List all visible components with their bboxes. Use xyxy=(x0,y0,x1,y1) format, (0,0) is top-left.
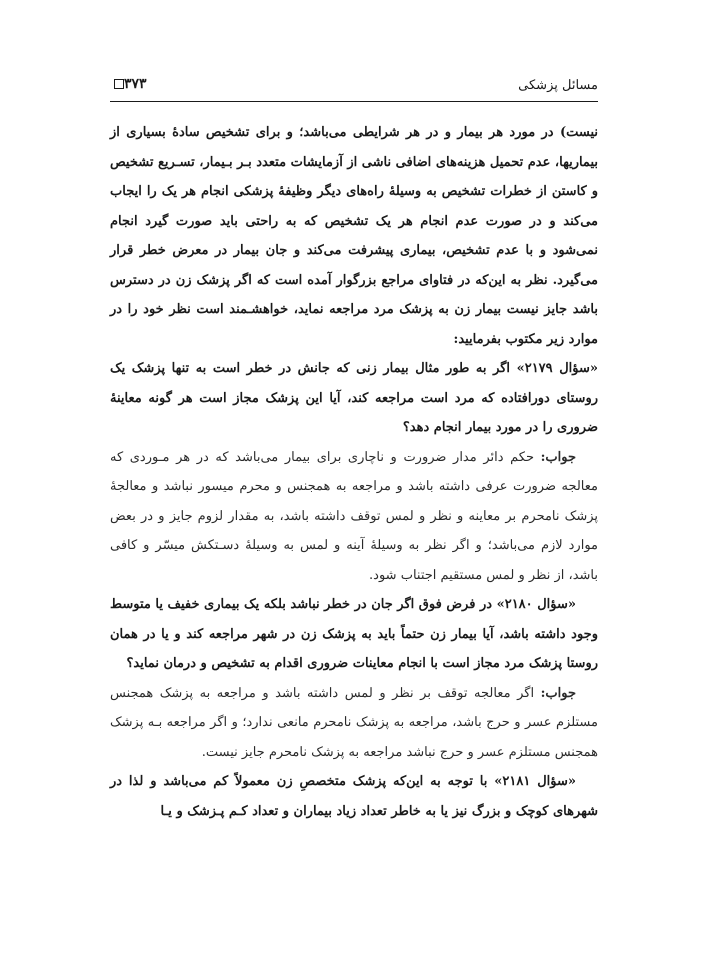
body-text xyxy=(110,118,598,826)
question-2180-label: «سؤال ۲۱۸۰» xyxy=(496,597,576,612)
answer-2179-label: جواب: xyxy=(540,449,576,465)
page-number xyxy=(110,76,147,92)
intro-paragraph: نیست) در مورد هر بیمار و در هر شرایطی می‌باشد؛ و برای تشخیص سادهٔ بسیاری از بیماریها، عدم تحمیل هزینه‌های اضافی ناشی از آزمایشات متعدد بـر بـیمار، تسـریع تشخیص و کاستن از خطرات تشخیص به وسیلهٔ راه‌های دیگر وظیفهٔ پزشکی انجام هر یک را ایجاب می‌کند و در صورت عدم انجام هر یک تشخیص که به راحتی باید صورت گیرد انجام نمی‌شود و با عدم تشخیص، بیماری پیشرفت می‌کند و جان بیمار در معرض خطر قرار می‌گیرد. نظر به این‌که در فتاوای مراجع بزرگوار آمده است که اگر پزشک زن در دسترس باشد جایز نیست بیمار زن به پزشک مرد مراجعه نماید، خواهشـمند است نظر خود را در موارد زیر مکتوب بفرمایید: xyxy=(110,125,598,347)
question-2180 xyxy=(110,590,598,679)
question-2181 xyxy=(110,767,598,826)
question-2179 xyxy=(110,354,598,443)
question-2179-label: «سؤال ۲۱۷۹» xyxy=(516,361,598,376)
answer-2180-text: اگر معالجه توقف بر نظر و لمس داشته باشد و مراجعه به پزشک همجنس مستلزم عسر و حرج باشد، مراجعه به پزشک نامحرم مانعی ندارد؛ و اگر مراجعه بـه پزشک همجنس مستلزم عسر و حرج نباشد مراجعه به پزشک نامحرم جایز نیست. xyxy=(110,685,598,760)
question-2181-text: با توجه به این‌که پزشک متخصصِ زن معمولاً کم می‌باشد و لذا در شهرهای کوچک و بزرگ نیز یا به خاطر تعداد زیاد بیماران و تعداد کـم پـزشک و یـا xyxy=(110,774,598,819)
question-2179-text: اگر به طور مثال بیمار زنی که جانش در خطر است به تنها پزشک یک روستای دورافتاده که مرد است مراجعه کند، آیا این پزشک مجاز است هر گونه معاینهٔ ضروری را در مورد بیمار انجام دهد؟ xyxy=(110,361,598,435)
question-2181-label: «سؤال ۲۱۸۱» xyxy=(494,774,576,789)
answer-2180 xyxy=(110,679,598,768)
answer-2179-text: حکم دائر مدار ضرورت و ناچاری برای بیمار می‌باشد که در هر مـوردی که معالجه ضرورت عرفی داشته باشد و مراجعه به همجنس و محرم میسور نباشد و معالجهٔ پزشک نامحرم بر معاینه و نظر و لمس توقف داشته باشد، به مقدار لزوم جایز و در بعض موارد لازم می‌باشد؛ و اگر نظر به وسیلهٔ آینه و لمس به وسیلهٔ دسـتکش میسّر و کافی باشد، از نظر و لمس مستقیم اجتناب شود. xyxy=(110,449,598,583)
answer-2180-label: جواب: xyxy=(540,685,576,701)
page-number-value: ۳۷۳ xyxy=(124,76,147,92)
chapter-title: مسائل پزشکی xyxy=(518,78,598,93)
answer-2179 xyxy=(110,443,598,591)
running-header xyxy=(110,74,598,100)
question-2180-text: در فرض فوق اگر جان در خطر نباشد بلکه یک بیماری خفیف یا متوسط وجود داشته باشد، آیا بیمار زن حتماً باید به پزشک زن در شهر مراجعه کند و یا در همان روستا پزشک مرد مجاز است با انجام معاینات ضروری اقدام به تشخیص و درمان نماید؟ xyxy=(110,597,598,671)
square-ornament-icon xyxy=(114,79,124,89)
header-rule xyxy=(110,101,598,102)
